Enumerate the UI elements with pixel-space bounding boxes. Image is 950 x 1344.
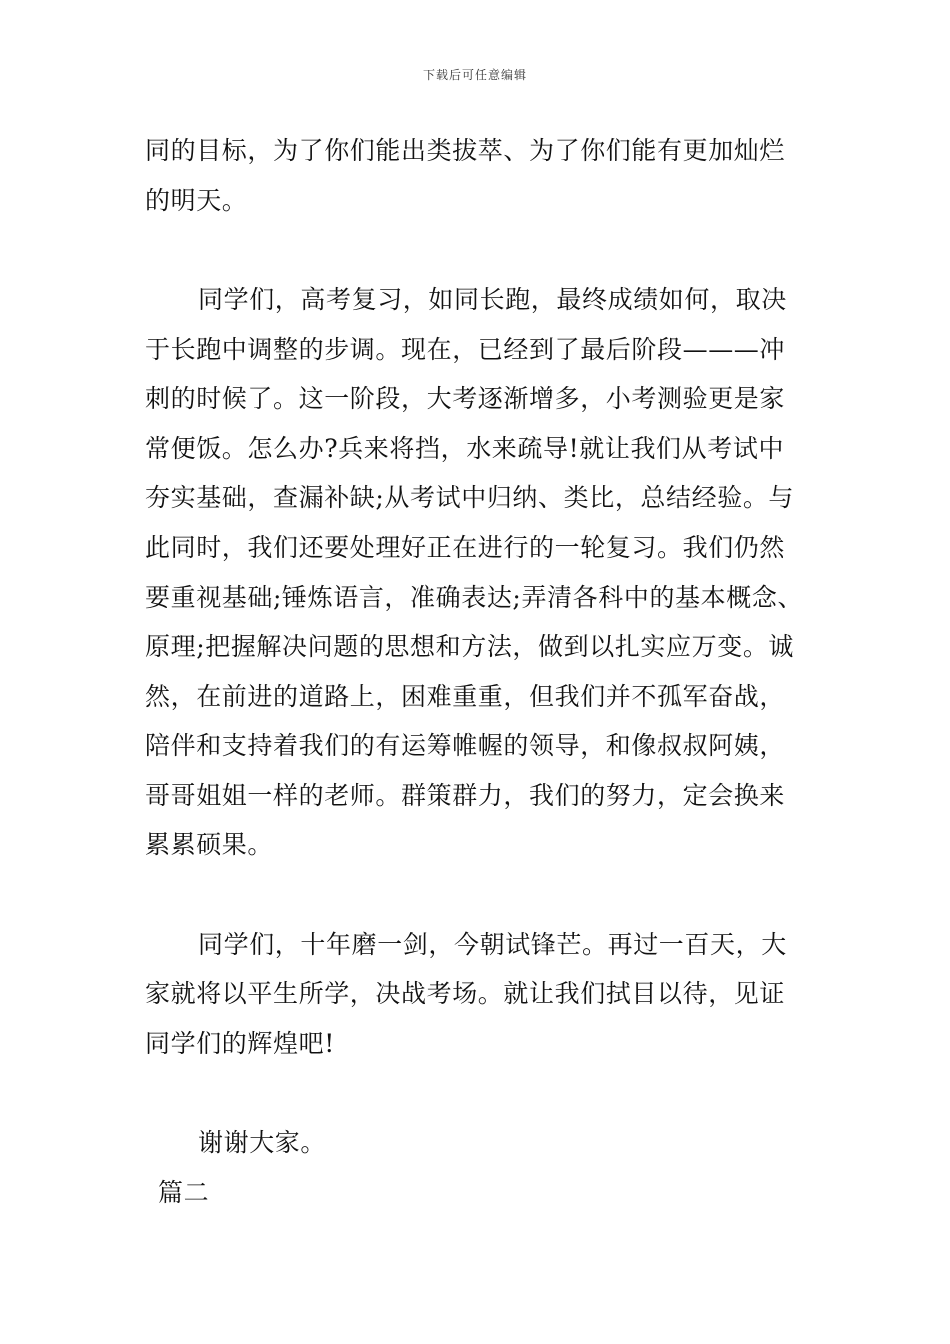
text-line: 此同时，我们还要处理好正在进行的一轮复习。我们仍然 (145, 533, 786, 562)
text-line: 谢谢大家。 (198, 1128, 327, 1157)
text-line: 刺的时候了。这一阶段，大考逐渐增多，小考测验更是家 (145, 384, 786, 413)
text-line: 同的目标，为了你们能出类拔萃、为了你们能有更加灿烂 (145, 136, 786, 165)
text-line: 于长跑中调整的步调。现在，已经到了最后阶段———冲 (145, 335, 786, 364)
text-line: 累累硕果。 (145, 830, 274, 859)
text-line: 的明天。 (145, 186, 248, 215)
section-heading: 篇二 (158, 1178, 210, 1207)
text-line: 同学们，高考复习，如同长跑，最终成绩如何，取决 (198, 285, 787, 314)
text-line: 常便饭。怎么办?兵来将挡，水来疏导!就让我们从考试中 (145, 434, 785, 463)
text-line: 夯实基础，查漏补缺;从考试中归纳、类比，总结经验。与 (145, 483, 795, 512)
text-line: 要重视基础;锤炼语言，准确表达;弄清各科中的基本概念、 (145, 583, 804, 612)
text-line: 原理;把握解决问题的思想和方法，做到以扎实应万变。诚 (145, 632, 795, 661)
page-header-watermark: 下载后可任意编辑 (422, 68, 527, 82)
text-line: 同学们的辉煌吧! (145, 1029, 335, 1058)
text-line: 哥哥姐姐一样的老师。群策群力，我们的努力，定会换来 (145, 781, 786, 810)
text-line: 然，在前进的道路上，困难重重，但我们并不孤军奋战， (145, 682, 786, 711)
text-line: 家就将以平生所学，决战考场。就让我们拭目以待，见证 (145, 979, 786, 1008)
text-line: 陪伴和支持着我们的有运筹帷幄的领导，和像叔叔阿姨， (145, 731, 786, 760)
text-line: 同学们，十年磨一剑，今朝试锋芒。再过一百天，大 (198, 930, 787, 959)
